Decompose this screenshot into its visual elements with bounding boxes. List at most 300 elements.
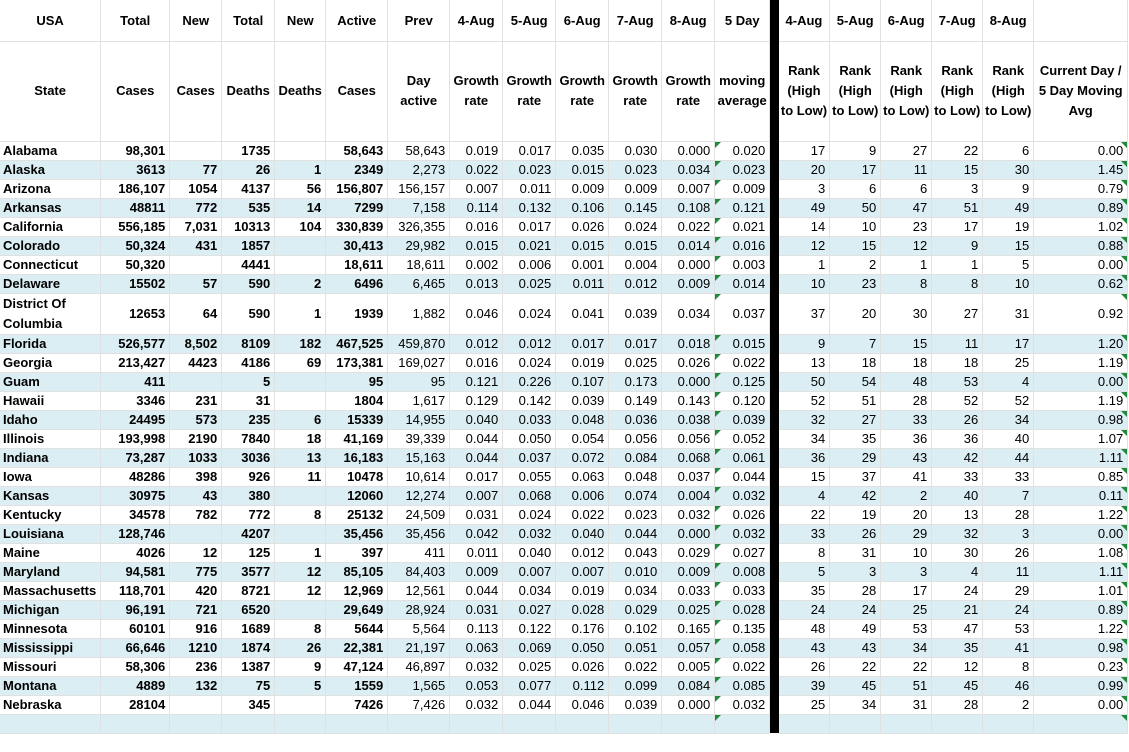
cell-growth-8aug[interactable]: 0.022 xyxy=(662,217,715,236)
cell-new-cases[interactable]: 1054 xyxy=(170,179,222,198)
cell-growth-5aug[interactable]: 0.017 xyxy=(503,141,556,160)
cell-state[interactable]: Alaska xyxy=(0,160,101,179)
cell-active-cases[interactable] xyxy=(326,714,388,733)
cell-active-cases[interactable]: 467,525 xyxy=(326,334,388,353)
cell-new-cases[interactable]: 43 xyxy=(170,486,222,505)
cell-growth-4aug[interactable]: 0.044 xyxy=(450,581,503,600)
cell-new-cases[interactable] xyxy=(170,695,222,714)
cell-current-vs-avg[interactable]: 0.00 xyxy=(1034,141,1128,160)
cell-rank-4aug[interactable]: 35 xyxy=(779,581,830,600)
cell-rank-8aug[interactable]: 30 xyxy=(983,160,1034,179)
cell-prev-day-active[interactable]: 1,617 xyxy=(388,391,450,410)
cell-total-cases[interactable]: 213,427 xyxy=(101,353,170,372)
header-current-vs-avg[interactable] xyxy=(1034,0,1128,41)
cell-total-cases[interactable]: 98,301 xyxy=(101,141,170,160)
cell-current-vs-avg[interactable]: 1.11 xyxy=(1034,448,1128,467)
cell-new-cases[interactable] xyxy=(170,524,222,543)
cell-moving-average[interactable]: 0.021 xyxy=(715,217,770,236)
cell-current-vs-avg[interactable]: 1.01 xyxy=(1034,581,1128,600)
cell-new-cases[interactable] xyxy=(170,714,222,733)
cell-state[interactable]: Illinois xyxy=(0,429,101,448)
cell-total-cases[interactable]: 50,324 xyxy=(101,236,170,255)
cell-growth-6aug[interactable]: 0.039 xyxy=(556,391,609,410)
cell-state[interactable]: Colorado xyxy=(0,236,101,255)
cell-growth-8aug[interactable]: 0.084 xyxy=(662,676,715,695)
cell-moving-average[interactable]: 0.028 xyxy=(715,600,770,619)
cell-rank-7aug[interactable]: 3 xyxy=(932,179,983,198)
cell-rank-8aug[interactable]: 25 xyxy=(983,353,1034,372)
cell-growth-8aug[interactable]: 0.000 xyxy=(662,141,715,160)
cell-growth-5aug[interactable]: 0.037 xyxy=(503,448,556,467)
cell-growth-5aug[interactable]: 0.069 xyxy=(503,638,556,657)
cell-growth-6aug[interactable]: 0.019 xyxy=(556,581,609,600)
cell-total-deaths[interactable]: 535 xyxy=(222,198,275,217)
cell-active-cases[interactable]: 5644 xyxy=(326,619,388,638)
cell-rank-6aug[interactable] xyxy=(881,714,932,733)
cell-growth-8aug[interactable]: 0.009 xyxy=(662,562,715,581)
cell-total-deaths[interactable]: 7840 xyxy=(222,429,275,448)
cell-new-cases[interactable]: 398 xyxy=(170,467,222,486)
cell-rank-4aug[interactable]: 8 xyxy=(779,543,830,562)
cell-rank-6aug[interactable]: 23 xyxy=(881,217,932,236)
cell-growth-5aug[interactable]: 0.024 xyxy=(503,353,556,372)
cell-rank-6aug[interactable]: 17 xyxy=(881,581,932,600)
cell-total-cases[interactable]: 3346 xyxy=(101,391,170,410)
cell-growth-7aug[interactable] xyxy=(609,714,662,733)
cell-growth-8aug[interactable]: 0.032 xyxy=(662,505,715,524)
cell-rank-8aug[interactable]: 28 xyxy=(983,505,1034,524)
cell-rank-5aug[interactable]: 43 xyxy=(830,638,881,657)
header-rank-6aug[interactable]: 6-Aug xyxy=(881,0,932,41)
cell-total-cases[interactable]: 96,191 xyxy=(101,600,170,619)
cell-growth-4aug[interactable]: 0.046 xyxy=(450,293,503,334)
cell-growth-6aug[interactable]: 0.112 xyxy=(556,676,609,695)
cell-state[interactable]: Minnesota xyxy=(0,619,101,638)
cell-growth-5aug[interactable]: 0.033 xyxy=(503,410,556,429)
cell-new-cases[interactable]: 64 xyxy=(170,293,222,334)
cell-growth-8aug[interactable]: 0.009 xyxy=(662,274,715,293)
cell-prev-day-active[interactable]: 95 xyxy=(388,372,450,391)
cell-total-cases[interactable]: 60101 xyxy=(101,619,170,638)
cell-growth-6aug[interactable]: 0.026 xyxy=(556,657,609,676)
cell-growth-7aug[interactable]: 0.017 xyxy=(609,334,662,353)
cell-new-deaths[interactable]: 56 xyxy=(275,179,326,198)
cell-rank-5aug[interactable]: 15 xyxy=(830,236,881,255)
cell-total-deaths[interactable]: 125 xyxy=(222,543,275,562)
cell-moving-average[interactable]: 0.026 xyxy=(715,505,770,524)
cell-rank-8aug[interactable]: 53 xyxy=(983,619,1034,638)
cell-state[interactable]: California xyxy=(0,217,101,236)
cell-rank-4aug[interactable]: 17 xyxy=(779,141,830,160)
cell-active-cases[interactable]: 15339 xyxy=(326,410,388,429)
cell-total-deaths[interactable] xyxy=(222,714,275,733)
cell-moving-average[interactable] xyxy=(715,714,770,733)
cell-prev-day-active[interactable] xyxy=(388,714,450,733)
cell-new-cases[interactable]: 772 xyxy=(170,198,222,217)
cell-current-vs-avg[interactable]: 0.99 xyxy=(1034,676,1128,695)
cell-active-cases[interactable]: 12060 xyxy=(326,486,388,505)
cell-rank-7aug[interactable]: 22 xyxy=(932,141,983,160)
cell-active-cases[interactable]: 85,105 xyxy=(326,562,388,581)
cell-growth-8aug[interactable]: 0.165 xyxy=(662,619,715,638)
cell-rank-8aug[interactable]: 17 xyxy=(983,334,1034,353)
cell-growth-6aug[interactable]: 0.019 xyxy=(556,353,609,372)
cell-growth-6aug[interactable]: 0.106 xyxy=(556,198,609,217)
cell-total-cases[interactable]: 66,646 xyxy=(101,638,170,657)
cell-growth-8aug[interactable]: 0.056 xyxy=(662,429,715,448)
header-active-cases[interactable]: Cases xyxy=(326,41,388,141)
cell-growth-7aug[interactable]: 0.024 xyxy=(609,217,662,236)
cell-moving-average[interactable]: 0.023 xyxy=(715,160,770,179)
cell-state[interactable]: Michigan xyxy=(0,600,101,619)
cell-rank-8aug[interactable]: 2 xyxy=(983,695,1034,714)
header-growth-5aug[interactable]: Growth rate xyxy=(503,41,556,141)
cell-rank-8aug[interactable]: 11 xyxy=(983,562,1034,581)
cell-growth-6aug[interactable]: 0.015 xyxy=(556,236,609,255)
cell-moving-average[interactable]: 0.058 xyxy=(715,638,770,657)
cell-rank-4aug[interactable]: 24 xyxy=(779,600,830,619)
cell-rank-7aug[interactable]: 47 xyxy=(932,619,983,638)
cell-new-cases[interactable]: 573 xyxy=(170,410,222,429)
header-new-cases[interactable]: Cases xyxy=(170,41,222,141)
cell-prev-day-active[interactable]: 7,158 xyxy=(388,198,450,217)
cell-growth-4aug[interactable]: 0.053 xyxy=(450,676,503,695)
cell-growth-4aug[interactable]: 0.129 xyxy=(450,391,503,410)
cell-growth-7aug[interactable]: 0.149 xyxy=(609,391,662,410)
cell-growth-6aug[interactable]: 0.050 xyxy=(556,638,609,657)
cell-active-cases[interactable]: 30,413 xyxy=(326,236,388,255)
cell-total-deaths[interactable]: 3036 xyxy=(222,448,275,467)
header-growth-8aug[interactable]: 8-Aug xyxy=(662,0,715,41)
cell-new-deaths[interactable] xyxy=(275,486,326,505)
cell-new-deaths[interactable] xyxy=(275,391,326,410)
cell-rank-6aug[interactable]: 47 xyxy=(881,198,932,217)
cell-prev-day-active[interactable]: 1,565 xyxy=(388,676,450,695)
cell-prev-day-active[interactable]: 326,355 xyxy=(388,217,450,236)
cell-rank-6aug[interactable]: 18 xyxy=(881,353,932,372)
cell-state[interactable]: Kentucky xyxy=(0,505,101,524)
cell-growth-7aug[interactable]: 0.015 xyxy=(609,236,662,255)
cell-active-cases[interactable]: 41,169 xyxy=(326,429,388,448)
cell-rank-8aug[interactable]: 49 xyxy=(983,198,1034,217)
cell-prev-day-active[interactable]: 46,897 xyxy=(388,657,450,676)
cell-active-cases[interactable]: 95 xyxy=(326,372,388,391)
cell-moving-average[interactable]: 0.125 xyxy=(715,372,770,391)
cell-new-cases[interactable]: 231 xyxy=(170,391,222,410)
cell-growth-4aug[interactable]: 0.044 xyxy=(450,429,503,448)
cell-growth-4aug[interactable]: 0.019 xyxy=(450,141,503,160)
cell-active-cases[interactable]: 10478 xyxy=(326,467,388,486)
cell-rank-5aug[interactable]: 24 xyxy=(830,600,881,619)
header-prev-day-active[interactable]: Prev xyxy=(388,0,450,41)
cell-prev-day-active[interactable]: 156,157 xyxy=(388,179,450,198)
cell-rank-6aug[interactable]: 8 xyxy=(881,274,932,293)
cell-growth-6aug[interactable]: 0.007 xyxy=(556,562,609,581)
cell-growth-7aug[interactable]: 0.039 xyxy=(609,293,662,334)
cell-rank-5aug[interactable]: 18 xyxy=(830,353,881,372)
cell-rank-6aug[interactable]: 29 xyxy=(881,524,932,543)
header-total-cases[interactable]: Total xyxy=(101,0,170,41)
cell-new-cases[interactable]: 782 xyxy=(170,505,222,524)
cell-prev-day-active[interactable]: 35,456 xyxy=(388,524,450,543)
cell-growth-4aug[interactable]: 0.040 xyxy=(450,410,503,429)
cell-total-cases[interactable]: 15502 xyxy=(101,274,170,293)
cell-moving-average[interactable]: 0.085 xyxy=(715,676,770,695)
cell-moving-average[interactable]: 0.027 xyxy=(715,543,770,562)
cell-growth-8aug[interactable] xyxy=(662,714,715,733)
cell-prev-day-active[interactable]: 10,614 xyxy=(388,467,450,486)
cell-growth-8aug[interactable]: 0.034 xyxy=(662,293,715,334)
cell-rank-7aug[interactable]: 28 xyxy=(932,695,983,714)
cell-total-deaths[interactable]: 235 xyxy=(222,410,275,429)
cell-growth-7aug[interactable]: 0.023 xyxy=(609,505,662,524)
header-total-cases[interactable]: Cases xyxy=(101,41,170,141)
cell-prev-day-active[interactable]: 84,403 xyxy=(388,562,450,581)
cell-moving-average[interactable]: 0.121 xyxy=(715,198,770,217)
cell-growth-6aug[interactable]: 0.107 xyxy=(556,372,609,391)
cell-new-cases[interactable]: 431 xyxy=(170,236,222,255)
cell-prev-day-active[interactable]: 28,924 xyxy=(388,600,450,619)
cell-growth-4aug[interactable]: 0.009 xyxy=(450,562,503,581)
cell-new-deaths[interactable] xyxy=(275,372,326,391)
cell-rank-8aug[interactable]: 44 xyxy=(983,448,1034,467)
cell-prev-day-active[interactable]: 21,197 xyxy=(388,638,450,657)
cell-total-cases[interactable]: 3613 xyxy=(101,160,170,179)
cell-rank-6aug[interactable]: 27 xyxy=(881,141,932,160)
cell-new-cases[interactable]: 132 xyxy=(170,676,222,695)
cell-new-cases[interactable]: 236 xyxy=(170,657,222,676)
cell-active-cases[interactable]: 29,649 xyxy=(326,600,388,619)
cell-rank-4aug[interactable]: 22 xyxy=(779,505,830,524)
cell-moving-average[interactable]: 0.022 xyxy=(715,353,770,372)
cell-total-deaths[interactable]: 345 xyxy=(222,695,275,714)
cell-current-vs-avg[interactable]: 0.92 xyxy=(1034,293,1128,334)
cell-rank-5aug[interactable]: 51 xyxy=(830,391,881,410)
cell-rank-5aug[interactable]: 9 xyxy=(830,141,881,160)
cell-rank-4aug[interactable]: 37 xyxy=(779,293,830,334)
cell-rank-4aug[interactable]: 10 xyxy=(779,274,830,293)
cell-total-deaths[interactable]: 8721 xyxy=(222,581,275,600)
cell-growth-4aug[interactable]: 0.032 xyxy=(450,657,503,676)
header-current-vs-avg[interactable]: Current Day / 5 Day Moving Avg xyxy=(1034,41,1128,141)
cell-total-cases[interactable]: 34578 xyxy=(101,505,170,524)
cell-active-cases[interactable]: 2349 xyxy=(326,160,388,179)
cell-rank-6aug[interactable]: 48 xyxy=(881,372,932,391)
cell-new-deaths[interactable]: 69 xyxy=(275,353,326,372)
cell-current-vs-avg[interactable]: 0.00 xyxy=(1034,255,1128,274)
cell-growth-6aug[interactable]: 0.009 xyxy=(556,179,609,198)
cell-rank-5aug[interactable]: 29 xyxy=(830,448,881,467)
header-growth-4aug[interactable]: Growth rate xyxy=(450,41,503,141)
header-rank-5aug[interactable]: Rank (High to Low) xyxy=(830,41,881,141)
header-growth-4aug[interactable]: 4-Aug xyxy=(450,0,503,41)
cell-rank-4aug[interactable]: 33 xyxy=(779,524,830,543)
cell-growth-5aug[interactable]: 0.021 xyxy=(503,236,556,255)
cell-total-cases[interactable]: 4026 xyxy=(101,543,170,562)
cell-growth-8aug[interactable]: 0.004 xyxy=(662,486,715,505)
cell-rank-4aug[interactable]: 12 xyxy=(779,236,830,255)
cell-current-vs-avg[interactable]: 1.02 xyxy=(1034,217,1128,236)
cell-rank-7aug[interactable]: 8 xyxy=(932,274,983,293)
cell-total-cases[interactable] xyxy=(101,714,170,733)
cell-growth-7aug[interactable]: 0.145 xyxy=(609,198,662,217)
cell-growth-6aug[interactable]: 0.035 xyxy=(556,141,609,160)
cell-active-cases[interactable]: 173,381 xyxy=(326,353,388,372)
cell-growth-8aug[interactable]: 0.034 xyxy=(662,160,715,179)
cell-growth-4aug[interactable]: 0.007 xyxy=(450,486,503,505)
cell-new-cases[interactable]: 420 xyxy=(170,581,222,600)
cell-total-deaths[interactable]: 4137 xyxy=(222,179,275,198)
cell-rank-5aug[interactable]: 22 xyxy=(830,657,881,676)
cell-new-deaths[interactable]: 8 xyxy=(275,619,326,638)
cell-current-vs-avg[interactable]: 0.89 xyxy=(1034,600,1128,619)
cell-rank-8aug[interactable]: 40 xyxy=(983,429,1034,448)
cell-rank-8aug[interactable]: 29 xyxy=(983,581,1034,600)
cell-new-deaths[interactable]: 18 xyxy=(275,429,326,448)
cell-state[interactable] xyxy=(0,714,101,733)
cell-rank-7aug[interactable] xyxy=(932,714,983,733)
cell-rank-6aug[interactable]: 43 xyxy=(881,448,932,467)
cell-total-cases[interactable]: 193,998 xyxy=(101,429,170,448)
cell-prev-day-active[interactable]: 459,870 xyxy=(388,334,450,353)
cell-total-deaths[interactable]: 3577 xyxy=(222,562,275,581)
cell-current-vs-avg[interactable]: 0.00 xyxy=(1034,524,1128,543)
cell-rank-8aug[interactable]: 15 xyxy=(983,236,1034,255)
cell-rank-4aug[interactable]: 15 xyxy=(779,467,830,486)
cell-rank-7aug[interactable]: 27 xyxy=(932,293,983,334)
cell-total-deaths[interactable]: 1387 xyxy=(222,657,275,676)
cell-state[interactable]: Arkansas xyxy=(0,198,101,217)
cell-rank-5aug[interactable]: 20 xyxy=(830,293,881,334)
cell-prev-day-active[interactable]: 24,509 xyxy=(388,505,450,524)
cell-current-vs-avg[interactable]: 0.98 xyxy=(1034,410,1128,429)
header-new-cases[interactable]: New xyxy=(170,0,222,41)
cell-rank-5aug[interactable]: 26 xyxy=(830,524,881,543)
cell-growth-5aug[interactable]: 0.050 xyxy=(503,429,556,448)
cell-rank-6aug[interactable]: 11 xyxy=(881,160,932,179)
cell-rank-4aug[interactable]: 36 xyxy=(779,448,830,467)
cell-current-vs-avg[interactable]: 1.19 xyxy=(1034,391,1128,410)
cell-growth-5aug[interactable]: 0.023 xyxy=(503,160,556,179)
cell-moving-average[interactable]: 0.135 xyxy=(715,619,770,638)
cell-growth-6aug[interactable]: 0.063 xyxy=(556,467,609,486)
cell-rank-7aug[interactable]: 4 xyxy=(932,562,983,581)
cell-rank-5aug[interactable]: 34 xyxy=(830,695,881,714)
cell-rank-7aug[interactable]: 32 xyxy=(932,524,983,543)
cell-growth-7aug[interactable]: 0.036 xyxy=(609,410,662,429)
header-total-deaths[interactable]: Total xyxy=(222,0,275,41)
cell-growth-8aug[interactable]: 0.033 xyxy=(662,581,715,600)
cell-total-cases[interactable]: 58,306 xyxy=(101,657,170,676)
cell-growth-4aug[interactable]: 0.013 xyxy=(450,274,503,293)
cell-growth-7aug[interactable]: 0.030 xyxy=(609,141,662,160)
cell-growth-4aug[interactable]: 0.063 xyxy=(450,638,503,657)
header-rank-7aug[interactable]: Rank (High to Low) xyxy=(932,41,983,141)
cell-growth-4aug[interactable]: 0.031 xyxy=(450,600,503,619)
cell-new-deaths[interactable] xyxy=(275,695,326,714)
cell-rank-7aug[interactable]: 26 xyxy=(932,410,983,429)
cell-growth-7aug[interactable]: 0.048 xyxy=(609,467,662,486)
header-rank-4aug[interactable]: 4-Aug xyxy=(779,0,830,41)
cell-growth-8aug[interactable]: 0.000 xyxy=(662,695,715,714)
cell-growth-7aug[interactable]: 0.034 xyxy=(609,581,662,600)
cell-growth-6aug[interactable]: 0.015 xyxy=(556,160,609,179)
cell-active-cases[interactable]: 6496 xyxy=(326,274,388,293)
cell-state[interactable]: Alabama xyxy=(0,141,101,160)
header-growth-5aug[interactable]: 5-Aug xyxy=(503,0,556,41)
cell-current-vs-avg[interactable]: 0.88 xyxy=(1034,236,1128,255)
cell-rank-4aug[interactable]: 1 xyxy=(779,255,830,274)
cell-prev-day-active[interactable]: 169,027 xyxy=(388,353,450,372)
cell-growth-8aug[interactable]: 0.029 xyxy=(662,543,715,562)
cell-total-cases[interactable]: 24495 xyxy=(101,410,170,429)
cell-growth-6aug[interactable]: 0.011 xyxy=(556,274,609,293)
cell-state[interactable]: Hawaii xyxy=(0,391,101,410)
cell-growth-8aug[interactable]: 0.018 xyxy=(662,334,715,353)
header-active-cases[interactable]: Active xyxy=(326,0,388,41)
cell-rank-6aug[interactable]: 3 xyxy=(881,562,932,581)
cell-growth-7aug[interactable]: 0.051 xyxy=(609,638,662,657)
cell-rank-7aug[interactable]: 45 xyxy=(932,676,983,695)
cell-rank-5aug[interactable]: 37 xyxy=(830,467,881,486)
cell-growth-8aug[interactable]: 0.014 xyxy=(662,236,715,255)
cell-rank-4aug[interactable]: 26 xyxy=(779,657,830,676)
cell-state[interactable]: Montana xyxy=(0,676,101,695)
cell-total-cases[interactable]: 50,320 xyxy=(101,255,170,274)
cell-prev-day-active[interactable]: 1,882 xyxy=(388,293,450,334)
cell-growth-6aug[interactable]: 0.022 xyxy=(556,505,609,524)
cell-rank-7aug[interactable]: 15 xyxy=(932,160,983,179)
cell-active-cases[interactable]: 7299 xyxy=(326,198,388,217)
cell-rank-8aug[interactable]: 31 xyxy=(983,293,1034,334)
cell-growth-6aug[interactable]: 0.054 xyxy=(556,429,609,448)
cell-total-deaths[interactable]: 772 xyxy=(222,505,275,524)
cell-rank-5aug[interactable]: 3 xyxy=(830,562,881,581)
cell-growth-7aug[interactable]: 0.173 xyxy=(609,372,662,391)
cell-current-vs-avg[interactable]: 0.23 xyxy=(1034,657,1128,676)
cell-rank-8aug[interactable]: 41 xyxy=(983,638,1034,657)
cell-new-cases[interactable]: 4423 xyxy=(170,353,222,372)
cell-new-deaths[interactable]: 26 xyxy=(275,638,326,657)
cell-rank-8aug[interactable]: 26 xyxy=(983,543,1034,562)
cell-state[interactable]: Georgia xyxy=(0,353,101,372)
cell-total-cases[interactable]: 28104 xyxy=(101,695,170,714)
cell-rank-4aug[interactable]: 34 xyxy=(779,429,830,448)
cell-rank-5aug[interactable]: 42 xyxy=(830,486,881,505)
cell-current-vs-avg[interactable]: 1.45 xyxy=(1034,160,1128,179)
cell-moving-average[interactable]: 0.022 xyxy=(715,657,770,676)
cell-current-vs-avg[interactable]: 0.79 xyxy=(1034,179,1128,198)
cell-growth-5aug[interactable]: 0.012 xyxy=(503,334,556,353)
cell-rank-5aug[interactable]: 23 xyxy=(830,274,881,293)
cell-rank-6aug[interactable]: 41 xyxy=(881,467,932,486)
cell-growth-5aug[interactable]: 0.006 xyxy=(503,255,556,274)
cell-rank-5aug[interactable] xyxy=(830,714,881,733)
cell-rank-8aug[interactable]: 4 xyxy=(983,372,1034,391)
cell-rank-7aug[interactable]: 18 xyxy=(932,353,983,372)
cell-state[interactable]: Connecticut xyxy=(0,255,101,274)
cell-growth-5aug[interactable]: 0.024 xyxy=(503,505,556,524)
header-rank-4aug[interactable]: Rank (High to Low) xyxy=(779,41,830,141)
cell-rank-7aug[interactable]: 11 xyxy=(932,334,983,353)
cell-current-vs-avg[interactable]: 1.07 xyxy=(1034,429,1128,448)
cell-total-cases[interactable]: 48286 xyxy=(101,467,170,486)
cell-active-cases[interactable]: 22,381 xyxy=(326,638,388,657)
cell-total-deaths[interactable]: 6520 xyxy=(222,600,275,619)
cell-moving-average[interactable]: 0.033 xyxy=(715,581,770,600)
cell-growth-8aug[interactable]: 0.000 xyxy=(662,524,715,543)
cell-state[interactable]: Mississippi xyxy=(0,638,101,657)
